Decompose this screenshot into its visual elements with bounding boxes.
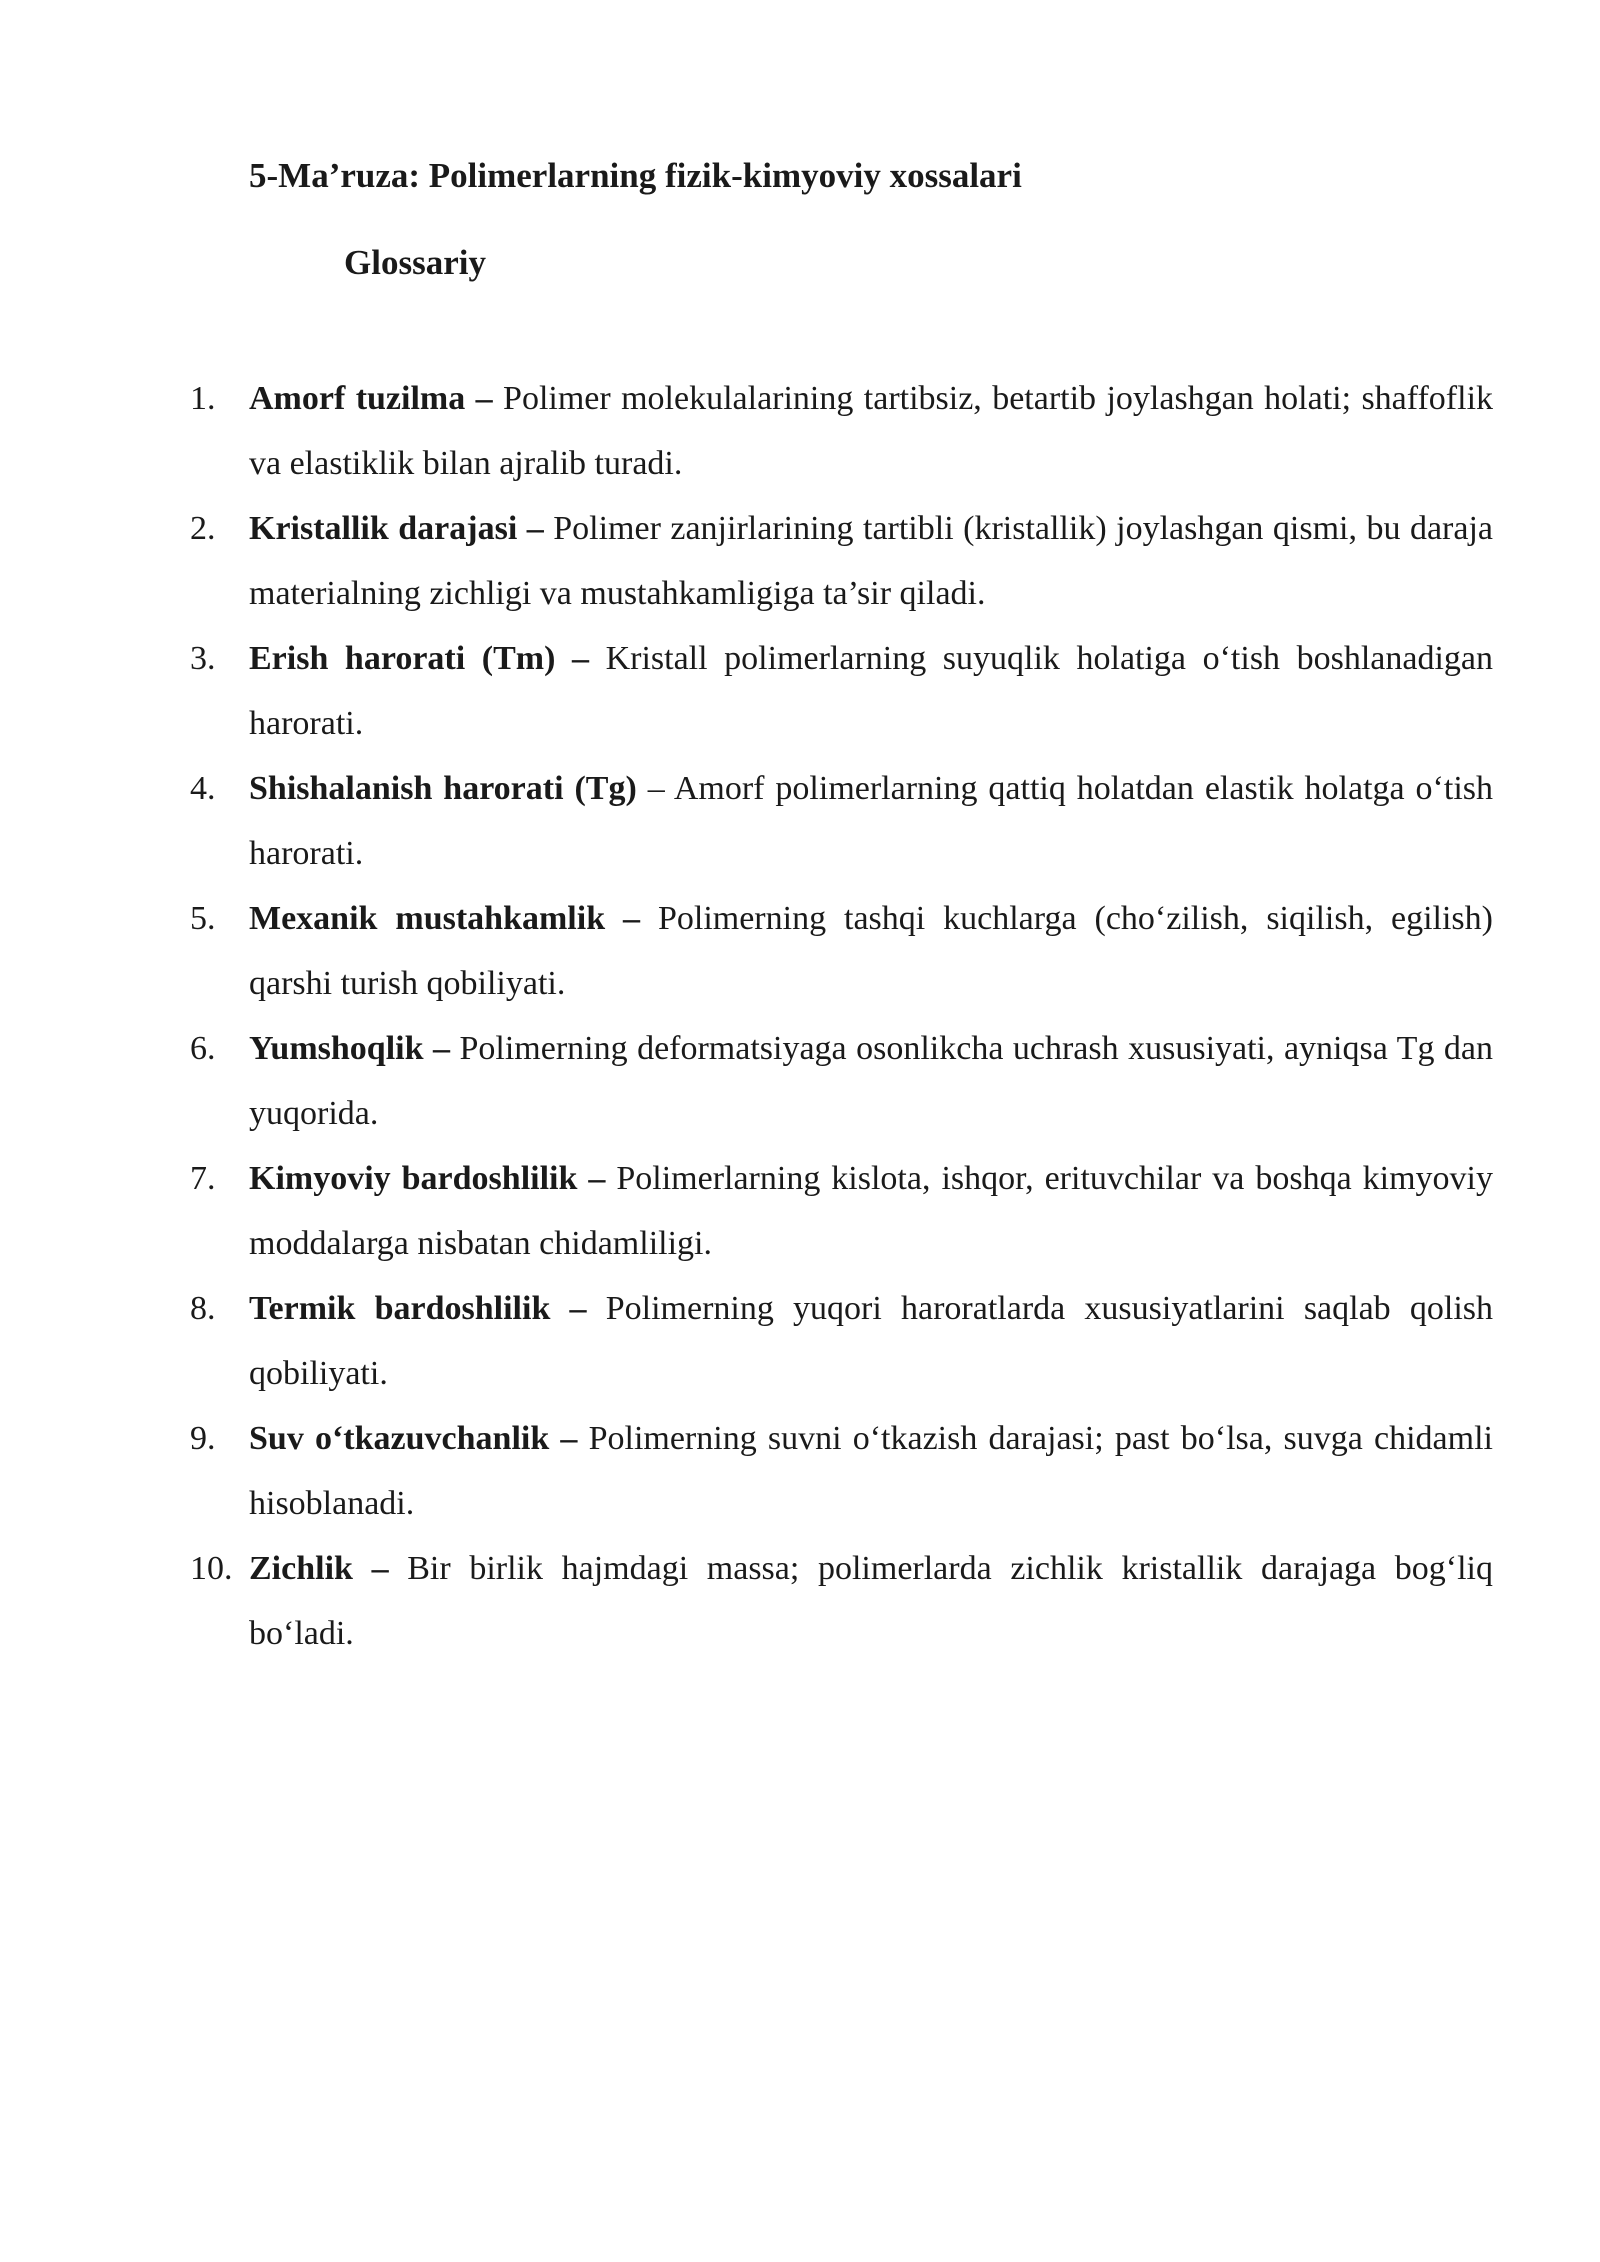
item-text	[249, 366, 1493, 496]
glossary-item	[190, 886, 1493, 1016]
item-term: Termik bardoshlilik –	[249, 1290, 587, 1327]
item-text	[249, 1536, 1493, 1666]
item-number: 1.	[190, 380, 216, 417]
glossary-heading: Glossariy	[344, 243, 486, 282]
glossary-item	[190, 1536, 1493, 1666]
glossary-item	[190, 366, 1493, 496]
item-definition: Polimerning yuqori haroratlarda xususiyatlarini saqlab qolish qobiliyati.	[249, 1290, 1493, 1392]
item-text	[249, 1016, 1493, 1146]
item-term: Suv o‘tkazuvchanlik –	[249, 1420, 578, 1457]
glossary-item	[190, 626, 1493, 756]
item-number: 6.	[190, 1030, 216, 1067]
item-definition: Kristall polimerlarning suyuqlik holatiga o‘tish boshlanadigan harorati.	[249, 640, 1494, 742]
lecture-title: 5-Ma’ruza: Polimerlarning fizik-kimyoviy xossalari	[249, 156, 1022, 195]
item-term: Yumshoqlik –	[249, 1030, 450, 1067]
glossary-item	[190, 1016, 1493, 1146]
item-term: Mexanik mustahkamlik –	[249, 900, 641, 937]
item-term: Erish harorati (Tm) –	[249, 640, 589, 677]
item-definition: Polimer molekulalarining tartibsiz, betartib joylashgan holati; shaffoflik va elastiklik bilan ajralib turadi.	[249, 380, 1494, 482]
glossary-item	[190, 496, 1493, 626]
item-number: 9.	[190, 1420, 216, 1457]
glossary-item	[190, 756, 1493, 886]
glossary-item	[190, 1406, 1493, 1536]
glossary-item	[190, 1146, 1493, 1276]
item-definition: – Amorf polimerlarning qattiq holatdan elastik holatga o‘tish harorati.	[249, 770, 1493, 872]
item-number: 3.	[190, 640, 216, 677]
item-definition: Polimerning suvni o‘tkazish darajasi; past bo‘lsa, suvga chidamli hisoblanadi.	[249, 1420, 1493, 1522]
item-term: Kristallik darajasi –	[249, 510, 544, 547]
item-number: 5.	[190, 900, 216, 937]
item-text	[249, 626, 1493, 756]
item-number: 2.	[190, 510, 216, 547]
item-term: Shishalanish harorati (Tg)	[249, 770, 637, 807]
item-definition: Polimer zanjirlarining tartibli (kristallik) joylashgan qismi, bu daraja materialning zichligi va mustahkamligiga ta’sir qiladi.	[249, 510, 1493, 612]
item-number: 8.	[190, 1290, 216, 1327]
item-text	[249, 1146, 1493, 1276]
item-text	[249, 1276, 1493, 1406]
item-text	[249, 756, 1493, 886]
glossary-list	[190, 366, 1493, 1666]
item-number: 7.	[190, 1160, 216, 1197]
item-text	[249, 886, 1493, 1016]
item-term: Amorf tuzilma –	[249, 380, 493, 417]
item-definition: Polimerning tashqi kuchlarga (cho‘zilish, siqilish, egilish) qarshi turish qobiliyati.	[249, 900, 1493, 1002]
item-term: Zichlik –	[249, 1550, 389, 1587]
item-definition: Bir birlik hajmdagi massa; polimerlarda zichlik kristallik darajaga bog‘liq bo‘ladi.	[249, 1550, 1493, 1652]
item-definition: Polimerlarning kislota, ishqor, erituvchilar va boshqa kimyoviy moddalarga nisbatan chidamliligi.	[249, 1160, 1493, 1262]
item-term: Kimyoviy bardoshlilik –	[249, 1160, 606, 1197]
item-number: 4.	[190, 770, 216, 807]
item-text	[249, 1406, 1493, 1536]
item-number: 10.	[190, 1550, 233, 1587]
item-definition: Polimerning deformatsiyaga osonlikcha uchrash xususiyati, ayniqsa Tg dan yuqorida.	[249, 1030, 1494, 1132]
glossary-item	[190, 1276, 1493, 1406]
item-text	[249, 496, 1493, 626]
